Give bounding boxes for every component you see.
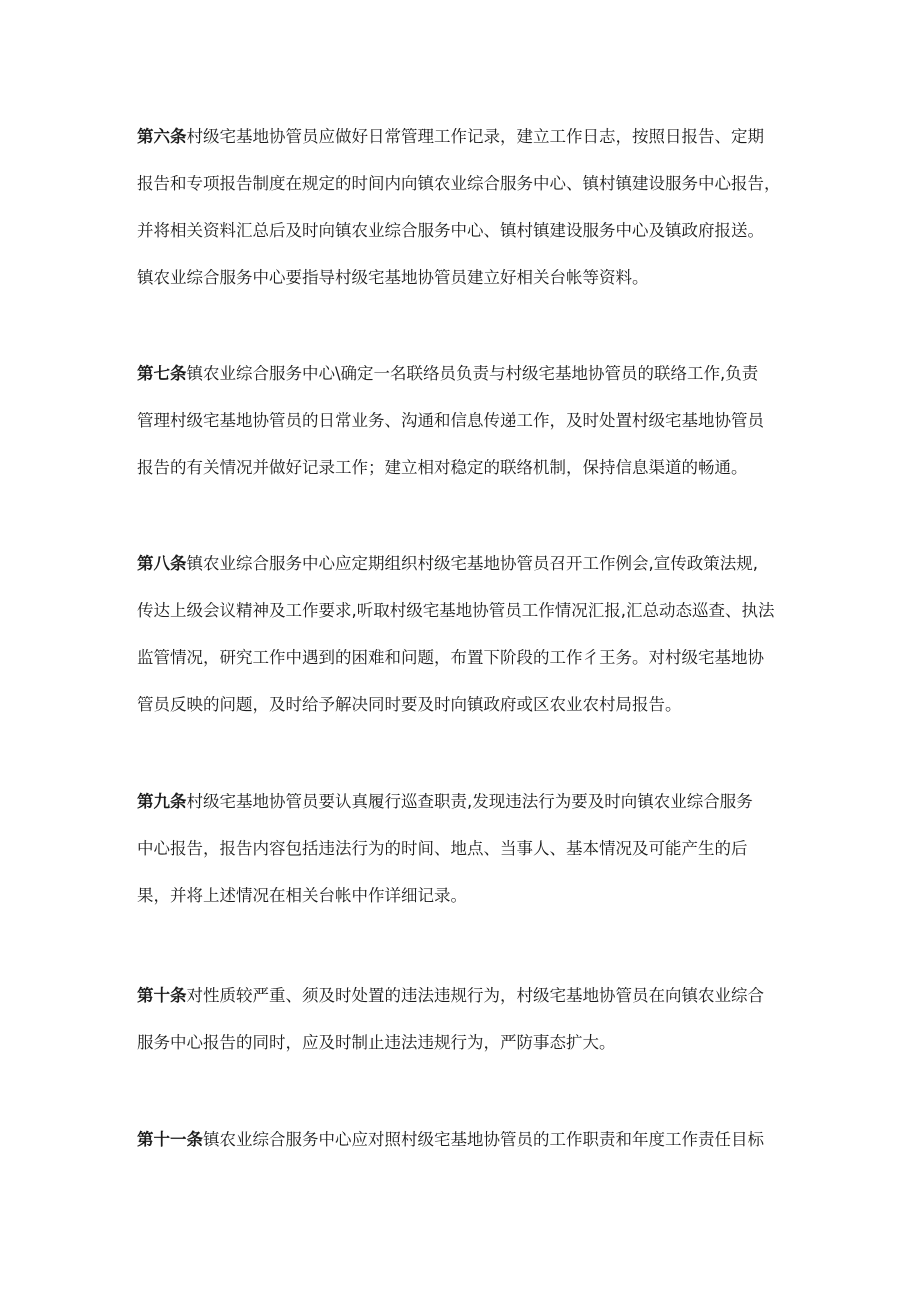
article-line: 果，并将上述情况在相关台帐中作详细记录。 bbox=[137, 886, 467, 905]
article-line: 中心报告，报告内容包括违法行为的时间、地点、当事人、基本情况及可能产生的后 bbox=[137, 839, 748, 858]
article-line bbox=[137, 113, 797, 160]
article-line: 服务中心报告的同时，应及时制止违法违规行为，严防事态扩大。 bbox=[137, 1033, 616, 1052]
article-10 bbox=[137, 972, 797, 1066]
article-text: 镇农业综合服务中心\确定一名联络员负责与村级宅基地协管员的联络工作,负责 bbox=[186, 364, 759, 383]
article-text: 镇农业综合服务中心应对照村级宅基地协管员的工作职责和年度工作责任目标 bbox=[203, 1130, 764, 1149]
article-line bbox=[137, 778, 797, 825]
article-heading: 第八条 bbox=[137, 554, 187, 573]
article-9 bbox=[137, 778, 797, 919]
article-8 bbox=[137, 540, 797, 728]
article-heading: 第十条 bbox=[137, 986, 187, 1005]
article-heading: 第十一条 bbox=[137, 1130, 203, 1149]
article-7 bbox=[137, 350, 797, 491]
article-line bbox=[137, 1116, 797, 1163]
article-line: 镇农业综合服务中心要指导村级宅基地协管员建立好相关台帐等资料。 bbox=[137, 268, 649, 287]
article-line: 监管情况，研究工作中遇到的困难和问题，布置下阶段的工作彳王务。对村级宅基地协 bbox=[137, 648, 764, 667]
article-line bbox=[137, 540, 797, 587]
article-11 bbox=[137, 1116, 797, 1163]
article-line: 报告和专项报告制度在规定的时间内向镇农业综合服务中心、镇村镇建设服务中心报告， bbox=[137, 174, 781, 193]
article-line bbox=[137, 350, 797, 397]
article-heading: 第六条 bbox=[137, 127, 187, 146]
article-text: 对性质较严重、须及时处置的违法违规行为，村级宅基地协管员在向镇农业综合 bbox=[186, 986, 764, 1005]
article-line: 管员反映的问题，及时给予解决同时要及时向镇政府或区农业农村局报告。 bbox=[137, 695, 682, 714]
article-text: 村级宅基地协管员应做好日常管理工作记录，建立工作日志，按照日报告、定期 bbox=[186, 127, 764, 146]
article-text: 镇农业综合服务中心应定期组织村级宅基地协管员召开工作例会,宣传政策法规, bbox=[186, 554, 758, 573]
article-line: 传达上级会议精神及工作要求,听取村级宅基地协管员工作情况汇报,汇总动态巡查、执法 bbox=[137, 601, 775, 620]
article-line bbox=[137, 972, 797, 1019]
article-6 bbox=[137, 113, 797, 301]
article-line: 报告的有关情况并做好记录工作；建立相对稳定的联络机制，保持信息渠道的畅通。 bbox=[137, 458, 748, 477]
article-heading: 第七条 bbox=[137, 364, 187, 383]
article-line: 管理村级宅基地协管员的日常业务、沟通和信息传递工作，及时处置村级宅基地协管员 bbox=[137, 411, 764, 430]
article-text: 村级宅基地协管员要认真履行巡查职责,发现违法行为要及时向镇农业综合服务 bbox=[186, 792, 753, 811]
article-line: 并将相关资料汇总后及时向镇农业综合服务中心、镇村镇建设服务中心及镇政府报送。 bbox=[137, 221, 764, 240]
article-heading: 第九条 bbox=[137, 792, 187, 811]
